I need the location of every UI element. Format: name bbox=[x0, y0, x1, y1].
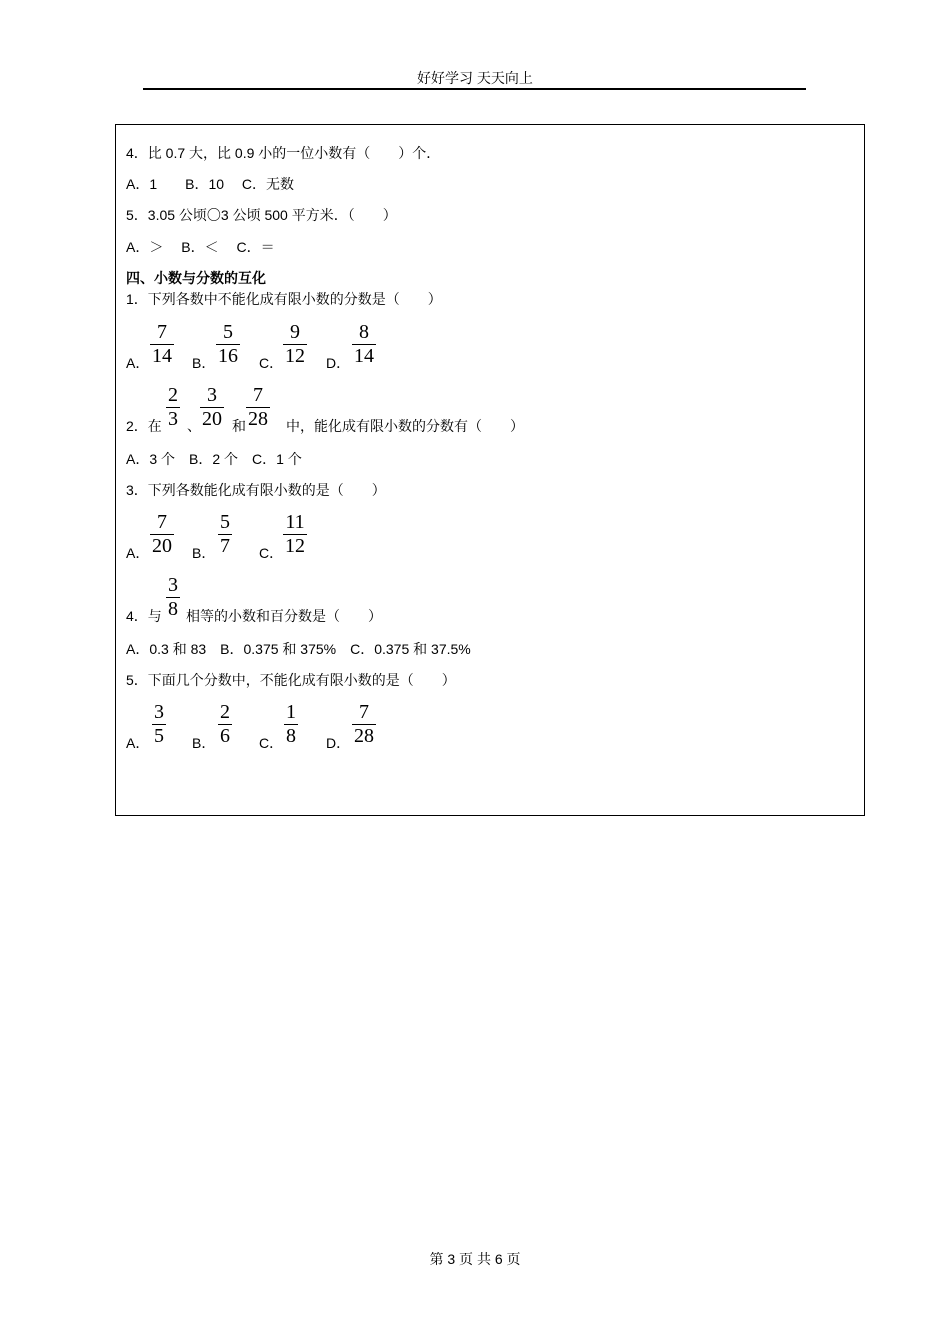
q2-suffix: 中，能化成有限小数的分数有（ ） bbox=[286, 418, 524, 434]
fraction bbox=[166, 384, 180, 430]
option-label: A． bbox=[126, 545, 150, 561]
q2-prefix: 2．在 bbox=[126, 418, 162, 434]
numerator: 7 bbox=[253, 384, 263, 406]
q2-separator: 和 bbox=[232, 418, 246, 434]
fraction bbox=[216, 321, 240, 367]
denominator: 20 bbox=[202, 408, 222, 430]
numerator: 5 bbox=[220, 511, 230, 533]
denominator: 14 bbox=[354, 345, 374, 367]
denominator: 14 bbox=[152, 345, 172, 367]
fraction bbox=[284, 701, 298, 747]
s4-q5-stem: 5．下面几个分数中，不能化成有限小数的是（ ） bbox=[126, 672, 456, 688]
s3-q5-stem: 5．3.05 公顷〇3 公顷 500 平方米．（ ） bbox=[126, 207, 397, 223]
fraction bbox=[150, 511, 174, 557]
fraction bbox=[150, 321, 174, 367]
q4-suffix: 相等的小数和百分数是（ ） bbox=[186, 608, 382, 624]
fraction bbox=[283, 321, 307, 367]
s4-q2-stem bbox=[126, 384, 626, 434]
option-label: C． bbox=[259, 545, 284, 561]
numerator: 3 bbox=[168, 574, 178, 596]
fraction bbox=[352, 321, 376, 367]
s4-q4-stem bbox=[126, 574, 526, 624]
page-header: 好好学习 天天向上 bbox=[417, 70, 533, 86]
option-label: A． bbox=[126, 355, 150, 371]
numerator: 3 bbox=[154, 701, 164, 723]
denominator: 20 bbox=[152, 535, 172, 557]
fraction bbox=[200, 384, 224, 430]
s4-q3-stem: 3．下列各数能化成有限小数的是（ ） bbox=[126, 482, 386, 498]
numerator: 2 bbox=[168, 384, 178, 406]
fraction bbox=[166, 574, 180, 620]
option-label: B． bbox=[192, 355, 216, 371]
denominator: 7 bbox=[220, 535, 230, 557]
numerator: 7 bbox=[157, 511, 167, 533]
denominator: 8 bbox=[168, 598, 178, 620]
q4-prefix: 4．与 bbox=[126, 608, 162, 624]
denominator: 28 bbox=[354, 725, 374, 747]
fraction bbox=[218, 701, 232, 747]
option-label: D． bbox=[326, 735, 351, 751]
s3-q4-options: A．1 B．10 C．无数 bbox=[126, 176, 295, 192]
numerator: 5 bbox=[223, 321, 233, 343]
fraction bbox=[246, 384, 270, 430]
fraction bbox=[283, 511, 307, 557]
fraction bbox=[352, 701, 376, 747]
s4-q5-options bbox=[126, 701, 426, 751]
s4-q1-stem: 1．下列各数中不能化成有限小数的分数是（ ） bbox=[126, 291, 442, 307]
numerator: 2 bbox=[220, 701, 230, 723]
denominator: 6 bbox=[220, 725, 230, 747]
denominator: 8 bbox=[286, 725, 296, 747]
s4-q3-options bbox=[126, 511, 426, 561]
option-label: C． bbox=[259, 735, 284, 751]
option-label: B． bbox=[192, 735, 216, 751]
numerator: 7 bbox=[157, 321, 167, 343]
denominator: 12 bbox=[285, 535, 305, 557]
denominator: 3 bbox=[168, 408, 178, 430]
option-label: B． bbox=[192, 545, 216, 561]
numerator: 7 bbox=[359, 701, 369, 723]
option-label: C． bbox=[259, 355, 284, 371]
s4-q1-options bbox=[126, 321, 426, 371]
numerator: 11 bbox=[285, 511, 305, 533]
denominator: 28 bbox=[248, 408, 268, 430]
denominator: 5 bbox=[154, 725, 164, 747]
option-label: D． bbox=[326, 355, 351, 371]
numerator: 3 bbox=[207, 384, 217, 406]
header-divider bbox=[143, 88, 806, 90]
section4-title: 四、小数与分数的互化 bbox=[126, 270, 266, 286]
fraction bbox=[152, 701, 166, 747]
fraction bbox=[218, 511, 232, 557]
question-box bbox=[115, 124, 865, 816]
s4-q2-options: A．3 个 B．2 个 C．1 个 bbox=[126, 451, 302, 467]
s4-q4-options: A．0.3 和 83 B．0.375 和 375% C．0.375 和 37.5% bbox=[126, 641, 471, 657]
q2-separator: 、 bbox=[187, 418, 201, 434]
page-footer: 第 3 页 共 6 页 bbox=[429, 1251, 521, 1267]
numerator: 9 bbox=[290, 321, 300, 343]
s3-q4-stem: 4．比 0.7 大，比 0.9 小的一位小数有（ ）个． bbox=[126, 145, 441, 161]
s3-q5-options: A．＞ B．＜ C．＝ bbox=[126, 239, 275, 255]
numerator: 8 bbox=[359, 321, 369, 343]
denominator: 12 bbox=[285, 345, 305, 367]
numerator: 1 bbox=[286, 701, 296, 723]
denominator: 16 bbox=[218, 345, 238, 367]
option-label: A． bbox=[126, 735, 150, 751]
